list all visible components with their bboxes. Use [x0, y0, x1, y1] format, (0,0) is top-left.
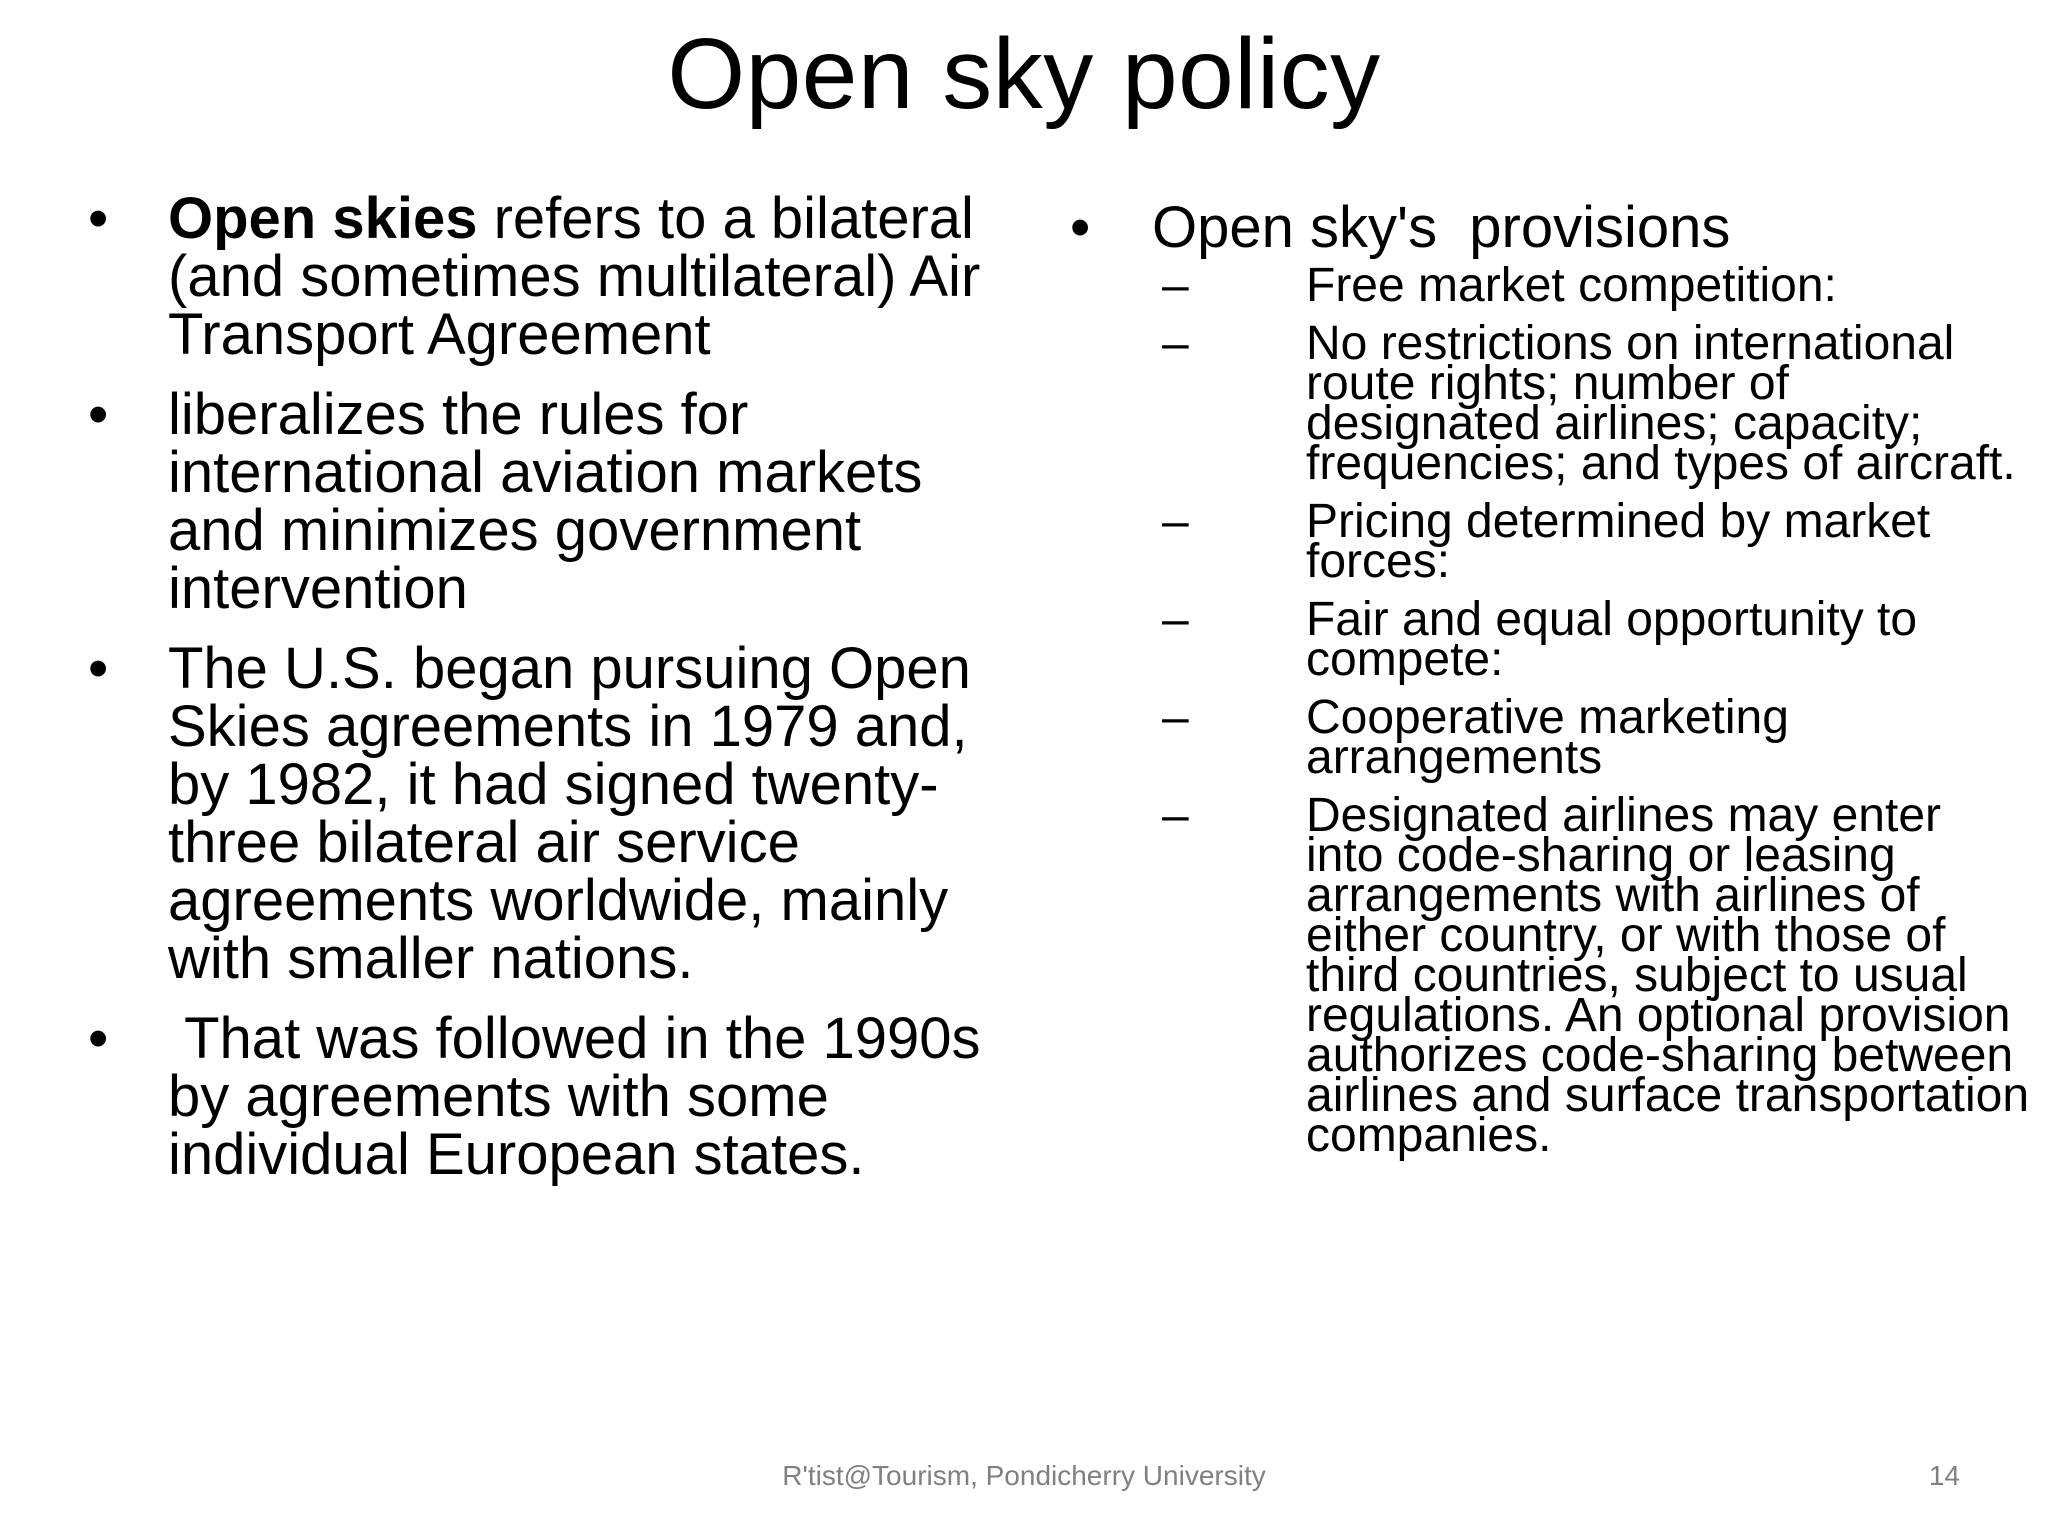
left-column [78, 186, 998, 1206]
slide-title: Open sky policy [667, 18, 1381, 130]
provision-text: Fair and equal opportunity to compete: [1306, 593, 1918, 686]
provisions-heading-text: Open sky's provisions [1152, 195, 1731, 260]
provision-item [1070, 593, 2030, 686]
bullet-text: The U.S. began pursuing Open Skies agreements in 1979 and, by 1982, it had signed twenty-three bilateral air service agreements worldwide, mainly with smaller nations. [168, 636, 971, 991]
bullet-text: refers to a bilateral (and sometimes multilateral) Air Transport Agreement [168, 186, 981, 367]
right-column [1070, 192, 2030, 1174]
provision-text: Pricing determined by market forces: [1306, 495, 1931, 588]
left-bullet-item [78, 636, 998, 991]
provision-text: No restrictions on international route rights; number of designated airlines; capacity; frequencies; and types of aircraft. [1306, 317, 2016, 490]
dash-icon: – [1162, 593, 1189, 646]
provision-text: Cooperative marketing arrangements [1306, 691, 1789, 784]
provision-item [1070, 317, 2030, 490]
provision-item [1070, 495, 2030, 588]
bold-term: Open skies [168, 186, 478, 251]
bullet-text: liberalizes the rules for international aviation markets and minimizes government intervention [168, 382, 923, 621]
provisions-heading [1070, 192, 2030, 264]
footer-text: R'tist@Tourism, Pondicherry University [782, 1460, 1266, 1491]
dash-icon: – [1162, 691, 1189, 744]
provision-text: Designated airlines may enter into code-sharing or leasing arrangements with airlines of either country, or with those of third countries, subject to usual regulations. An optional provision authorizes code-sharing between airlines and surface transportation companies. [1306, 789, 2030, 1162]
dash-icon: – [1162, 317, 1189, 370]
provision-text: Free market competition: [1306, 259, 1837, 312]
left-bullet-item [78, 382, 998, 621]
bullet-icon: • [88, 382, 109, 447]
bullet-icon: • [1070, 195, 1091, 260]
left-bullet-item [78, 186, 998, 367]
provision-item [1070, 691, 2030, 784]
provision-item [1070, 259, 2030, 312]
bullet-icon: • [88, 1006, 109, 1071]
page-number: 14 [1928, 1460, 1960, 1491]
bullet-icon: • [88, 636, 109, 701]
provisions-list [1070, 259, 2030, 1162]
dash-icon: – [1162, 259, 1189, 312]
dash-icon: – [1162, 495, 1189, 548]
dash-icon: – [1162, 789, 1189, 842]
left-bullet-item [78, 1006, 998, 1187]
left-bullet-list [78, 186, 998, 1187]
bullet-text: That was followed in the 1990s by agreements with some individual European states. [168, 1006, 997, 1187]
bullet-icon: • [88, 186, 109, 251]
provision-item [1070, 789, 2030, 1162]
